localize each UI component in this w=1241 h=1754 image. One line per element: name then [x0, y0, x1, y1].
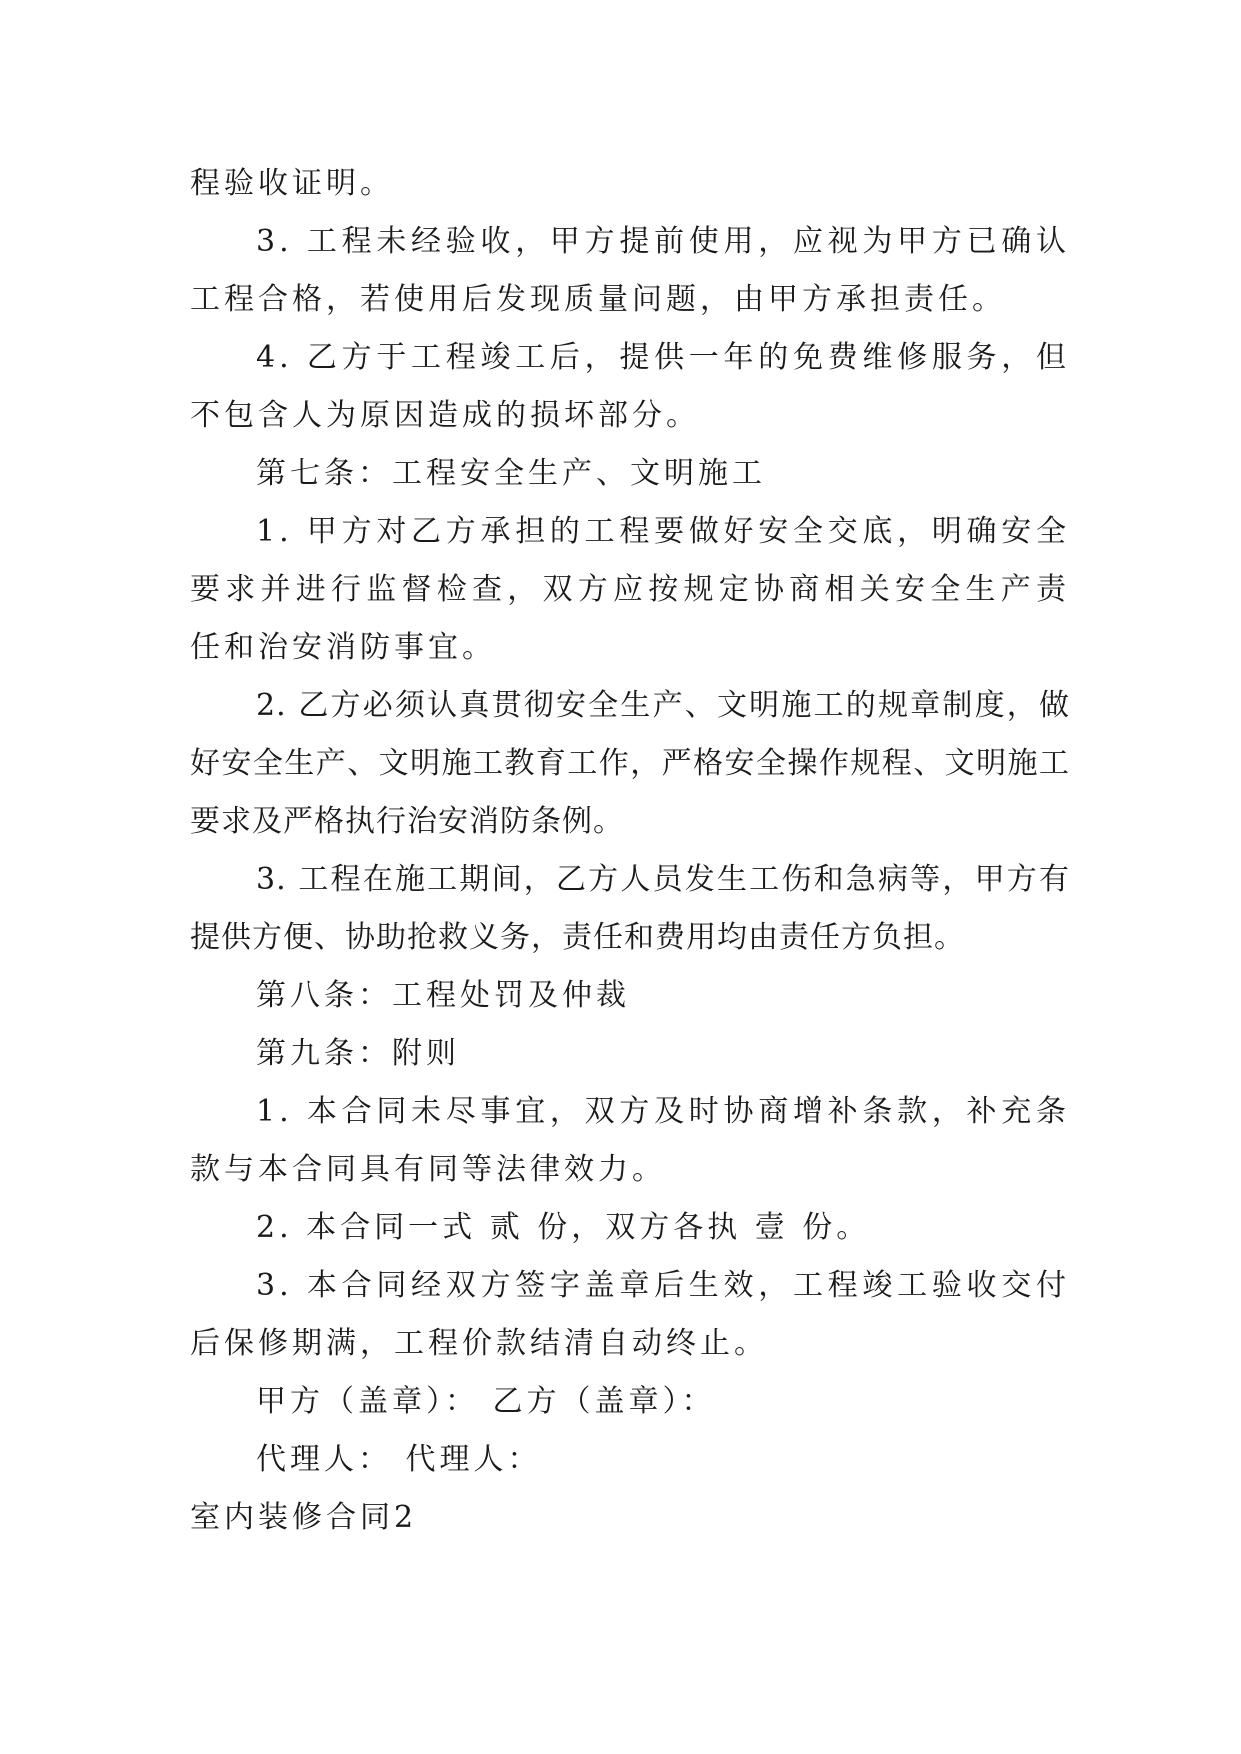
article-8-heading: 第八条：工程处罚及仲裁: [256, 978, 630, 1013]
clause-6-4: 4. 乙方于工程竣工后，提供一年的免费维修服务，但不包含人为原因造成的损坏部分。: [190, 340, 1070, 433]
clause-7-2: 2. 乙方必须认真贯彻安全生产、文明施工的规章制度，做好安全生产、文明施工教育工作，严格安全操作规程、文明施工要求及严格执行治安消防条例。: [190, 688, 1070, 839]
document-body: [190, 155, 1070, 1547]
article-7-heading: 第七条：工程安全生产、文明施工: [256, 456, 766, 491]
signature-agent-line: 代理人： 代理人：: [256, 1442, 542, 1477]
article-9-heading: 第九条：附则: [256, 1036, 460, 1071]
clause-7-1: 1. 甲方对乙方承担的工程要做好安全交底，明确安全要求并进行监督检查，双方应按规定协商相关安全生产责任和治安消防事宜。: [190, 514, 1070, 665]
paragraph-continuation: 程验收证明。: [190, 166, 394, 201]
clause-6-3: 3. 工程未经验收，甲方提前使用，应视为甲方已确认工程合格，若使用后发现质量问题，由甲方承担责任。: [190, 224, 1070, 317]
clause-9-1: 1. 本合同未尽事宜，双方及时协商增补条款，补充条款与本合同具有同等法律效力。: [190, 1094, 1070, 1187]
signature-party-line: 甲方（盖章）： 乙方（盖章）：: [256, 1384, 716, 1419]
clause-9-3: 3. 本合同经双方签字盖章后生效，工程竣工验收交付后保修期满，工程价款结清自动终止。: [190, 1268, 1070, 1361]
clause-9-2: 2. 本合同一式 贰 份，双方各执 壹 份。: [256, 1210, 871, 1245]
clause-7-3: 3. 工程在施工期间，乙方人员发生工伤和急病等，甲方有提供方便、协助抢救义务，责任和费用均由责任方负担。: [190, 862, 1070, 955]
next-document-title: 室内装修合同2: [190, 1500, 418, 1535]
